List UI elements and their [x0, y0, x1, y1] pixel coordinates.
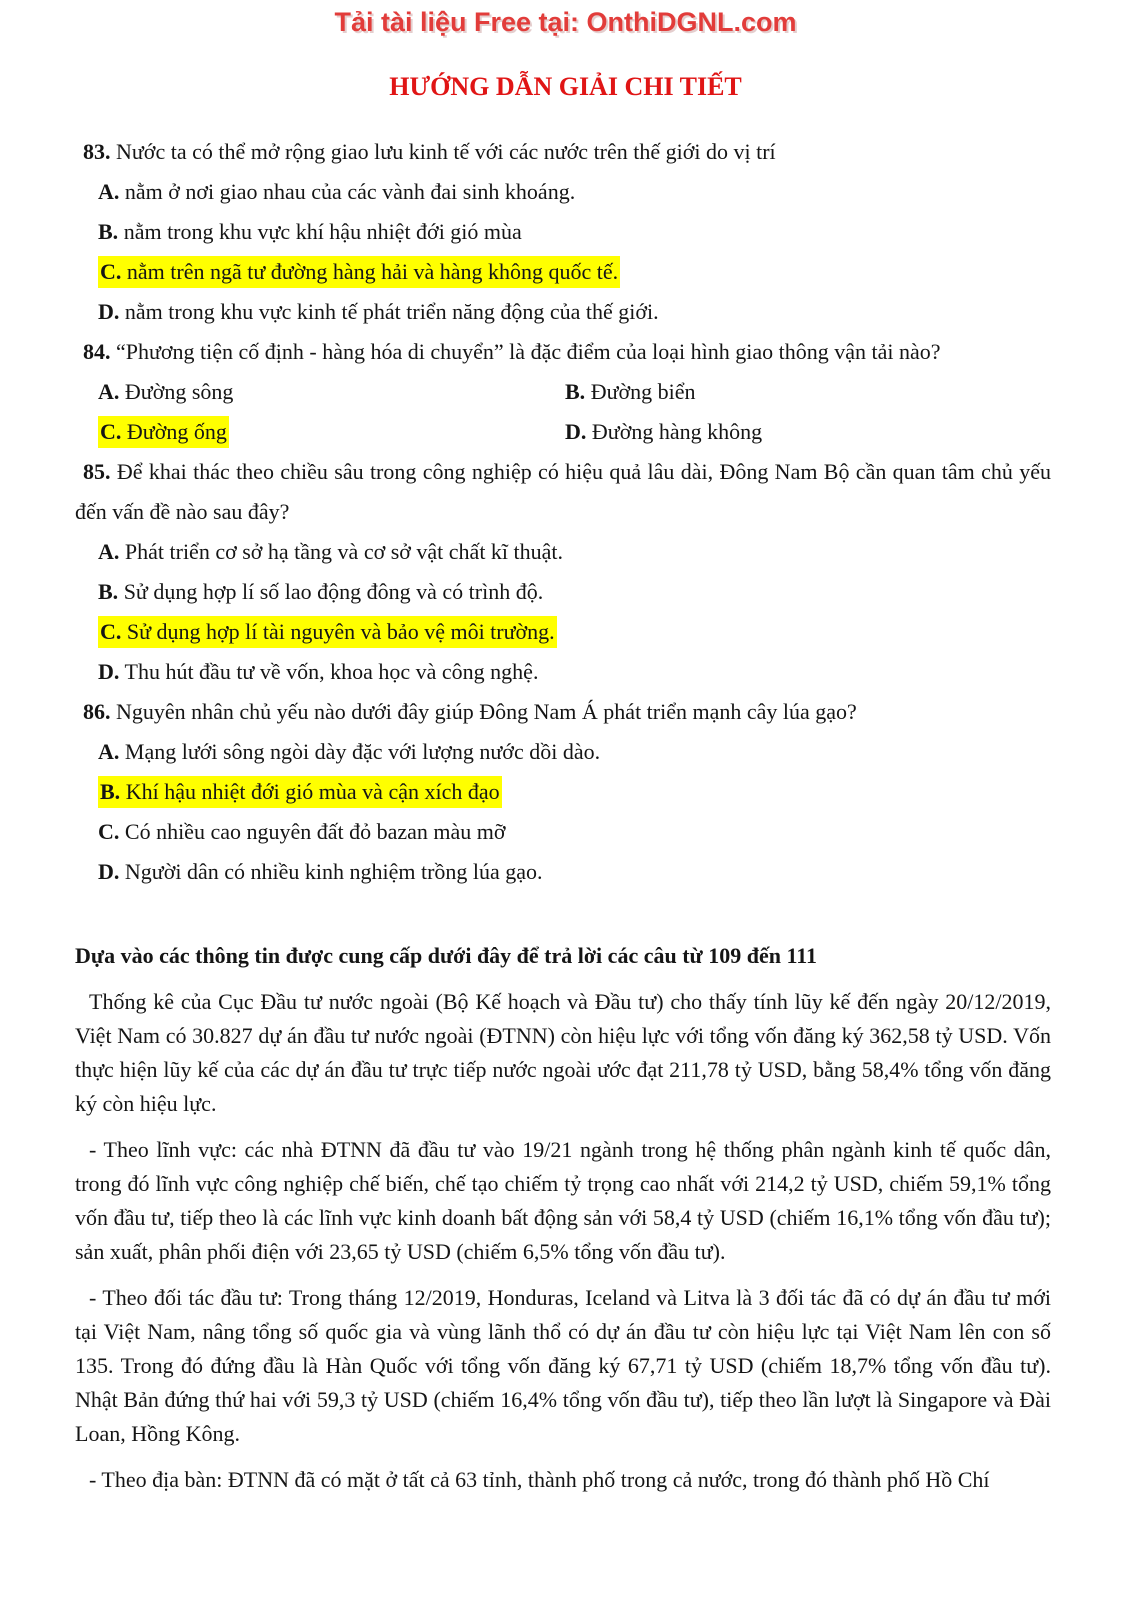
- option-letter: D.: [98, 859, 120, 884]
- option-letter: B.: [98, 219, 119, 244]
- option-letter: C.: [98, 819, 120, 844]
- option-84-c-highlighted: [98, 412, 565, 452]
- option-84-b: [565, 372, 1051, 412]
- answer-highlight: [98, 416, 229, 448]
- answer-highlight: [98, 256, 620, 288]
- option-86-a: [98, 732, 1051, 772]
- option-83-d: [98, 292, 1051, 332]
- question-text: Để khai thác theo chiều sâu trong công nghiệp có hiệu quả lâu dài, Đông Nam Bộ cần quan tâm chủ yếu đến vấn đề nào sau đây?: [75, 459, 1052, 524]
- option-letter: B.: [100, 779, 121, 804]
- option-83-a: [98, 172, 1051, 212]
- option-text: nằm ở nơi giao nhau của các vành đai sinh khoáng.: [124, 179, 576, 204]
- option-letter: C.: [100, 259, 122, 284]
- question-86: [75, 692, 1051, 892]
- option-text: Sử dụng hợp lí số lao động đông và có trình độ.: [123, 579, 544, 604]
- option-letter: B.: [565, 379, 586, 404]
- option-86-b-highlighted: [98, 772, 1051, 812]
- question-number: 84.: [83, 339, 111, 364]
- question-number: 83.: [83, 139, 111, 164]
- option-letter: D.: [98, 299, 120, 324]
- passage-paragraph-4-truncated: - Theo địa bàn: ĐTNN đã có mặt ở tất cả 63 tỉnh, thành phố trong cả nước, trong đó thành phố Hồ Chí: [89, 1467, 990, 1492]
- option-letter: A.: [98, 379, 120, 404]
- option-text: Có nhiều cao nguyên đất đỏ bazan màu mỡ: [124, 819, 506, 844]
- option-text: Người dân có nhiều kinh nghiệm trồng lúa gạo.: [124, 859, 543, 884]
- option-text: Khí hậu nhiệt đới gió mùa và cận xích đạo: [125, 779, 500, 804]
- option-85-d: [98, 652, 1051, 692]
- passage-paragraph-2: - Theo lĩnh vực: các nhà ĐTNN đã đầu tư vào 19/21 ngành trong hệ thống phân ngành kinh tế quốc dân, trong đó lĩnh vực công nghiệp chế biến, chế tạo chiếm tỷ trọng cao nhất với 214,2 tỷ USD, chiếm 59,1% tổng vốn đầu tư, tiếp theo là các lĩnh vực kinh doanh bất động sản với 58,4 tỷ USD (chiếm 16,1% tổng vốn đầu tư); sản xuất, phân phối điện với 23,65 tỷ USD (chiếm 6,5% tổng vốn đầu tư).: [75, 1137, 1051, 1264]
- question-84: [75, 332, 1051, 452]
- option-letter: C.: [100, 619, 122, 644]
- option-letter: A.: [98, 179, 120, 204]
- option-84-a: [98, 372, 565, 412]
- question-text: Nguyên nhân chủ yếu nào dưới đây giúp Đông Nam Á phát triển mạnh cây lúa gạo?: [116, 699, 857, 724]
- option-text: Đường biển: [590, 379, 696, 404]
- option-letter: C.: [100, 419, 122, 444]
- question-83: [75, 132, 1051, 332]
- option-letter: B.: [98, 579, 119, 604]
- question-number: 85.: [83, 459, 111, 484]
- option-text: Đường sông: [124, 379, 234, 404]
- question-85-text: [75, 452, 1051, 532]
- answer-highlight: [98, 616, 557, 648]
- option-text: nằm trên ngã tư đường hàng hải và hàng không quốc tế.: [126, 259, 619, 284]
- option-83-c-highlighted: [98, 252, 1051, 292]
- option-85-c-highlighted: [98, 612, 1051, 652]
- question-86-text: [75, 692, 1051, 732]
- question-85: [75, 452, 1051, 692]
- option-86-c: [98, 812, 1051, 852]
- option-84-d: [565, 412, 1051, 452]
- passage-instruction-heading: Dựa vào các thông tin được cung cấp dưới đây để trả lời các câu từ 109 đến 111: [75, 943, 818, 968]
- question-84-options: [75, 372, 1051, 452]
- option-text: nằm trong khu vực kinh tế phát triển năng động của thế giới.: [124, 299, 659, 324]
- document-content: [75, 132, 1051, 1497]
- answer-highlight: [98, 776, 502, 808]
- option-text: Thu hút đầu tư về vốn, khoa học và công nghệ.: [124, 659, 539, 684]
- option-letter: D.: [98, 659, 120, 684]
- option-text: Đường ống: [126, 419, 227, 444]
- site-banner: Tải tài liệu Free tại: OnthiDGNL.com: [334, 7, 797, 37]
- passage-paragraph-1: Thống kê của Cục Đầu tư nước ngoài (Bộ Kế hoạch và Đầu tư) cho thấy tính lũy kế đến ngày 20/12/2019, Việt Nam có 30.827 dự án đầu tư nước ngoài (ĐTNN) còn hiệu lực với tổng vốn đăng ký 362,58 tỷ USD. Vốn thực hiện lũy kế của các dự án đầu tư trực tiếp nước ngoài ước đạt 211,78 tỷ USD, bằng 58,4% tổng vốn đăng ký còn hiệu lực.: [75, 989, 1051, 1116]
- option-letter: A.: [98, 539, 120, 564]
- question-text: Nước ta có thể mở rộng giao lưu kinh tế với các nước trên thế giới do vị trí: [116, 139, 776, 164]
- option-letter: A.: [98, 739, 120, 764]
- option-86-d: [98, 852, 1051, 892]
- option-83-b: [98, 212, 1051, 252]
- question-number: 86.: [83, 699, 111, 724]
- question-83-options: [75, 172, 1051, 332]
- question-86-options: [75, 732, 1051, 892]
- option-85-b: [98, 572, 1051, 612]
- option-text: Phát triển cơ sở hạ tầng và cơ sở vật chất kĩ thuật.: [124, 539, 564, 564]
- option-85-a: [98, 532, 1051, 572]
- option-letter: D.: [565, 419, 587, 444]
- question-83-text: [75, 132, 1051, 172]
- option-text: Đường hàng không: [591, 419, 763, 444]
- question-84-text: [75, 332, 1051, 372]
- page-title: HƯỚNG DẪN GIẢI CHI TIẾT: [389, 72, 742, 101]
- option-text: Sử dụng hợp lí tài nguyên và bảo vệ môi trường.: [126, 619, 555, 644]
- passage-paragraph-3: - Theo đối tác đầu tư: Trong tháng 12/2019, Honduras, Iceland và Litva là 3 đối tác đã có dự án đầu tư mới tại Việt Nam, nâng tổng số quốc gia và vùng lãnh thổ có dự án đầu tư còn hiệu lực tại Việt Nam lên con số 135. Trong đó đứng đầu là Hàn Quốc với tổng vốn đăng ký 67,71 tỷ USD (chiếm 18,7% tổng vốn đầu tư). Nhật Bản đứng thứ hai với 59,3 tỷ USD (chiếm 16,4% tổng vốn đầu tư), tiếp theo lần lượt là Singapore và Đài Loan, Hồng Kông.: [75, 1285, 1051, 1446]
- option-text: Mạng lưới sông ngòi dày đặc với lượng nước dồi dào.: [124, 739, 601, 764]
- question-85-options: [75, 532, 1051, 692]
- option-text: nằm trong khu vực khí hậu nhiệt đới gió mùa: [123, 219, 522, 244]
- question-text: “Phương tiện cố định - hàng hóa di chuyển” là đặc điểm của loại hình giao thông vận tải nào?: [116, 339, 941, 364]
